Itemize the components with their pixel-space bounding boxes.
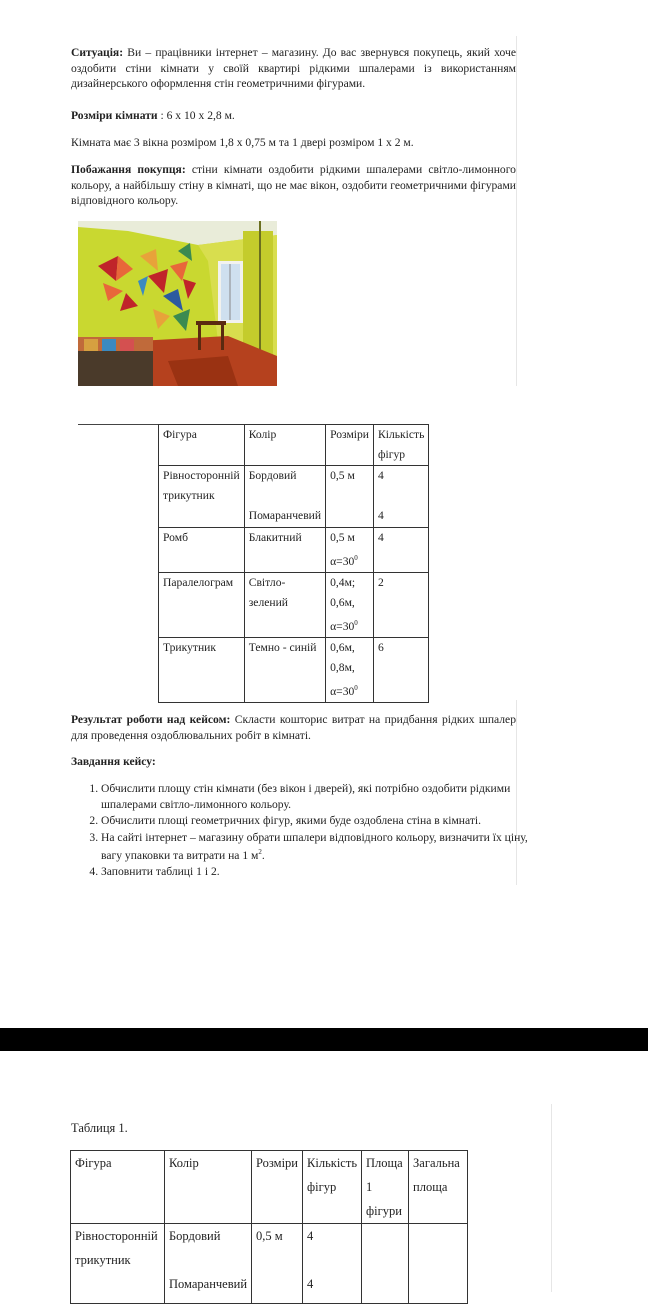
cell-size: [326, 528, 374, 573]
areas-table: [70, 1150, 468, 1304]
cell-size: [326, 572, 374, 637]
cell-color: [244, 466, 325, 528]
cell-angle: α=30: [330, 619, 355, 633]
room-photo: [78, 221, 277, 386]
cell-size-value: 0,5 м: [330, 531, 355, 544]
cell-color-primary: Бордовий: [169, 1229, 221, 1243]
table-row: [159, 466, 429, 528]
cell-size: [326, 637, 374, 702]
task-text: На сайті інтернет – магазину обрати шпалери відповідного кольору, визначити їх ціну, вагу упаковки та витрати на 1 м: [101, 830, 528, 862]
figures-table: [158, 424, 429, 703]
degree-mark: 0: [354, 683, 358, 692]
result-label: Результат роботи над кейсом:: [71, 713, 231, 726]
result-text: Скласти кошторис витрат на придбання рідких шпалер для проведення оздоблювальних робіт в кімнаті.: [71, 713, 516, 742]
header-size: Розміри: [252, 1151, 303, 1224]
table-header-row: [71, 1151, 468, 1224]
list-item: [101, 830, 546, 864]
square-mark: 2: [258, 848, 262, 856]
cell-count: 4: [374, 528, 429, 573]
header-size: Розміри: [326, 425, 374, 466]
cell-color: Світло-зелений: [244, 572, 325, 637]
page-separator: [0, 1028, 648, 1051]
cell-figure: Ромб: [159, 528, 245, 573]
header-area-one: Площа 1 фігури: [362, 1151, 409, 1224]
list-item: 4. Заповнити таблиці 1 і 2.: [101, 864, 546, 880]
cell-color: Темно - синій: [244, 637, 325, 702]
table-row: [159, 572, 429, 637]
cell-figure: Рівносторонній трикутник: [71, 1224, 165, 1304]
cell-color-secondary: Помаранчевий: [169, 1277, 248, 1291]
page-edge-line: [551, 1104, 552, 1292]
cell-figure: Рівносторонній трикутник: [159, 466, 245, 528]
room-photo-illustration: [78, 221, 277, 386]
cell-size-value: 0,8м,: [330, 660, 355, 674]
cell-angle: α=30: [330, 684, 355, 698]
tasks-list: [71, 781, 546, 881]
cell-count: 6: [374, 637, 429, 702]
header-figure: Фігура: [71, 1151, 165, 1224]
cell-count-secondary: 4: [378, 509, 384, 522]
degree-mark: 0: [354, 618, 358, 627]
situation-paragraph: [71, 45, 516, 92]
list-item: 1. Обчислити площу стін кімнати (без вікон і дверей), які потрібно оздобити рідкими шпалерами світло-лимонного кольору.: [101, 781, 546, 812]
cell-size-value: 0,6м,: [330, 640, 355, 654]
table-row: [159, 637, 429, 702]
cell-count-primary: 4: [307, 1229, 314, 1243]
cell-size-value: 0,6м,: [330, 595, 355, 609]
header-color: Колір: [165, 1151, 252, 1224]
tasks-heading: Завдання кейсу:: [71, 755, 156, 768]
cell-color-secondary: Помаранчевий: [248, 509, 322, 522]
situation-label: Ситуація:: [71, 46, 124, 59]
wishes-label: Побажання покупця:: [71, 163, 186, 176]
cell-count: 2: [374, 572, 429, 637]
cell-color-primary: Бордовий: [248, 469, 297, 482]
degree-mark: 0: [354, 554, 358, 562]
room-size-label: Розміри кімнати: [71, 109, 158, 122]
cell-angle: α=30: [330, 554, 355, 568]
header-color: Колір: [244, 425, 325, 466]
list-item: 2. Обчислити площі геометричних фігур, якими буде оздоблена стіна в кімнаті.: [101, 813, 546, 829]
result-paragraph: [71, 712, 516, 743]
header-area-total: Загальна площа: [409, 1151, 468, 1224]
cell-size: 0,5 м: [326, 466, 374, 528]
task-end: .: [261, 848, 265, 862]
table-header-row: [159, 425, 429, 466]
room-info-paragraph: Кімната має 3 вікна розміром 1,8 х 0,75 м та 1 двері розміром 1 х 2 м.: [71, 136, 414, 149]
wishes-text: стіни кімнати оздобити рідкими шпалерами світло-лимонного кольору, а найбільшу стіну в кімнаті, що не має вікон, оздобити геометричними фігурами відповідного кольору.: [71, 163, 516, 207]
situation-text: Ви – працівники інтернет – магазину. До вас звернувся покупець, який хоче оздобити стіни кімнати у своїй квартирі рідкими шпалерами із використанням дизайнерського оформлення стін геометричними фігурами.: [71, 46, 516, 90]
cell-size: 0,5 м: [252, 1224, 303, 1304]
cell-figure: Трикутник: [159, 637, 245, 702]
room-size-paragraph: [71, 108, 516, 124]
cell-size-value: 0,4м;: [330, 575, 356, 589]
page-edge-line: [516, 36, 517, 386]
wishes-paragraph: [71, 162, 516, 209]
header-count: Кількість фігур: [374, 425, 429, 466]
room-size-text: : 6 х 10 х 2,8 м.: [157, 109, 235, 122]
header-figure: Фігура: [159, 425, 245, 466]
table-top-rule: [78, 424, 160, 425]
table-caption: Таблиця 1.: [71, 1121, 128, 1135]
header-count: Кількість фігур: [303, 1151, 362, 1224]
cell-figure: Паралелограм: [159, 572, 245, 637]
cell-count-primary: 4: [378, 469, 384, 482]
cell-count-secondary: 4: [307, 1277, 314, 1291]
cell-count: [374, 466, 429, 528]
table-row: [159, 528, 429, 573]
cell-color: Блакитний: [244, 528, 325, 573]
